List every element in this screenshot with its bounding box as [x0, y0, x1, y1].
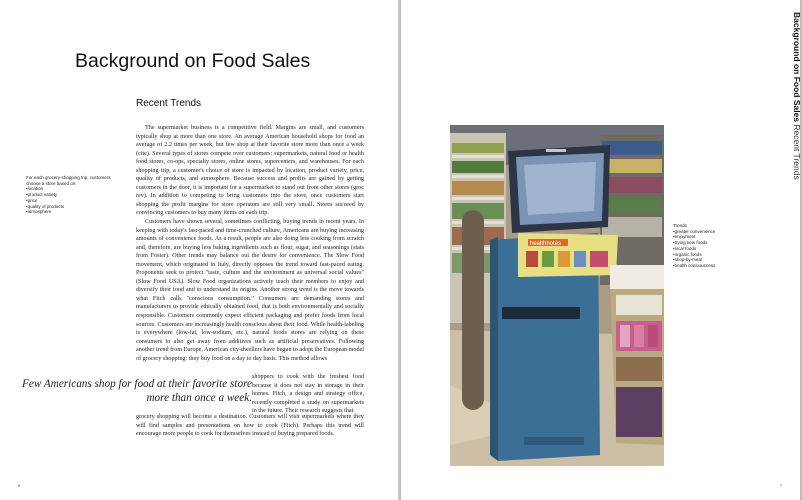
- page-number: 6: [18, 483, 21, 488]
- right-page: [401, 0, 800, 500]
- body-text-tail: grocery shopping will become a destination. Customers will visit supermarkets where they will find samples and presentations on how to cook (Fitch). Perhaps this trend will encourage more people to cook for themselves instead of buying prepared foods.: [136, 414, 364, 438]
- running-head: [792, 12, 802, 212]
- page-title: Background on Food Sales: [75, 50, 311, 72]
- body-paragraph: Customers have shown several, sometimes conflicting, buying trends in recent years. In keeping with today's fast-paced and time-crunched culture, Americans are buying increasing amounts of convenience foods. As a result, people are also doing less cooking from scratch and, therefore, are buying less baking ingredients such as flour, sugar, and seasonings (stats from Foster). Other trends may balance out the desire for convenience. The Slow Food movement, which originated in Italy, directly opposes the trend toward fast-paced eating. Proponents seek to protect "taste, culture and the environment as universal social values" (Slow Food USA). Slow Food organizations actively teach their members to enjoy and diversify their food and to understand its origins. Another strong trend is the move towards what Fitch calls "conscious consumption." Consumers are demanding stores and manufacturers to provide ethically obtained food, that is both environmentally and socially responsible. Customers commonly expect efficient packaging and prefer foods from local sources. Customers are increasingly health conscious about their food. While health-labeling is everywhere (low-fat, low-sodium, etc.), natural foods stores are relying on these consumers to also get away from additives such as artificial preservatives. Following another trend from Europe, American city-dwellers have begun to adopt the European model of grocery shopping: they buy food on a day to day basis. This method allows: [136, 219, 364, 362]
- trend-item: • trying new foods: [673, 240, 753, 246]
- sidenote-item: • price: [26, 198, 116, 204]
- kiosk-photo: [450, 125, 664, 466]
- sidenote-trends-title: Trends: [673, 223, 687, 228]
- sidenote-list: [26, 186, 116, 215]
- running-head-title: Background on Food Sales: [792, 12, 802, 123]
- sidenote-intro: For each grocery-shopping trip, customers choose a store based on:: [26, 175, 111, 186]
- trend-item: • local foods: [673, 246, 753, 252]
- left-page: [0, 0, 399, 500]
- kiosk-banner-text: healthnotes: [530, 241, 562, 247]
- running-head-subtitle: Recent Trends: [792, 124, 802, 180]
- page-number: 7: [779, 483, 782, 488]
- trend-item: • organic foods: [673, 252, 753, 258]
- sidenote-item: • quality of products: [26, 204, 116, 210]
- trend-item: • shop-by-meal: [673, 257, 753, 263]
- section-subtitle: Recent Trends: [136, 98, 202, 109]
- body-paragraph: The supermarket business is a competitive field. Margins are small, and customers typically shop at more than one store. An average American household shops for food an average of 2.2 times per week, but few shop at their favorite store more than once a week (cite). Several types of stores compete over customers: supermarkets, natural food or health food stores, co-ops, specialty stores, online stores, supercenters, and warehouses. For each shopping trip, a customer's choice of store is impacted by location, product variety, price, quality of products, and atmosphere. Because success and profits are gained by getting customers in the door, it is important for a supermarket to stand out from other stores (groc rev). In addition to competing to bring customers into the store, once customers start shopping the profit margins for store operators are still very small. Stores succeed by convincing customers to buy many items on each trip.: [136, 125, 364, 217]
- sidenote-item: • product variety: [26, 192, 116, 198]
- trend-item: • greater convenience: [673, 229, 753, 235]
- sidenote-trends: [673, 223, 753, 269]
- sidenote-item: • location: [26, 186, 116, 192]
- trend-item: • enjoyment: [673, 234, 753, 240]
- sidenote-trends-list: [673, 229, 753, 269]
- pull-quote: Few Americans shop for food at their favorite store more than once a week.: [22, 378, 252, 404]
- body-text-wrap: shoppers to cook with the freshest food because it does not stay in storage in their homes. Fitch, a design and strategy office, recently completed a study on supermarkets in the future. Their research suggests that: [252, 374, 364, 415]
- body-text: [136, 124, 364, 363]
- trend-item: • health consiousness: [673, 263, 753, 269]
- sidenote-store-choice: [26, 175, 116, 215]
- sidenote-item: • atmosphere: [26, 209, 116, 215]
